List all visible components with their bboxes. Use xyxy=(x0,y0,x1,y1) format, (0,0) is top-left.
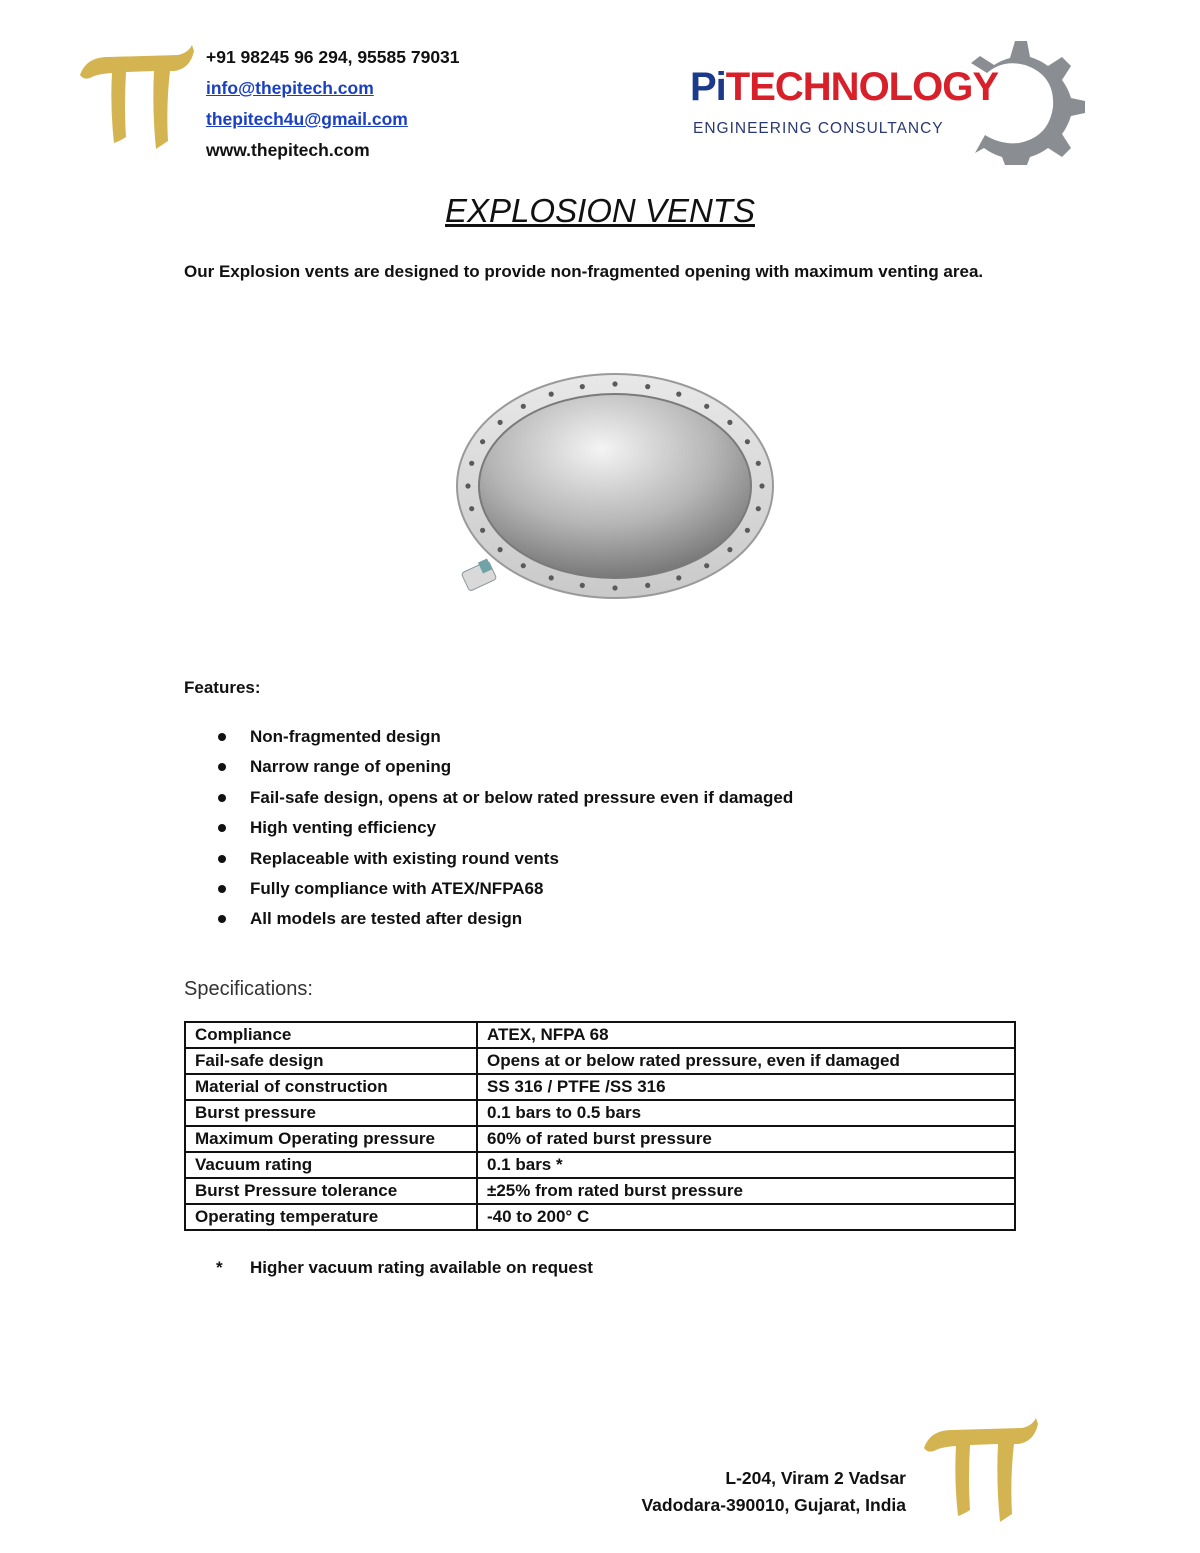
spec-value: 0.1 bars * xyxy=(477,1152,1015,1178)
bolt-hole xyxy=(645,384,650,389)
spec-key: Maximum Operating pressure xyxy=(185,1126,477,1152)
spec-value: ±25% from rated burst pressure xyxy=(477,1178,1015,1204)
bullet-icon xyxy=(218,763,226,771)
spec-value: Opens at or below rated pressure, even if damaged xyxy=(477,1048,1015,1074)
spec-value: -40 to 200° C xyxy=(477,1204,1015,1230)
address-line-1: L-204, Viram 2 Vadsar xyxy=(725,1468,906,1488)
bolt-hole xyxy=(469,506,474,511)
table-row xyxy=(185,1048,1015,1074)
bullet-icon xyxy=(218,855,226,863)
bolt-hole xyxy=(480,528,485,533)
spec-key: Fail-safe design xyxy=(185,1048,477,1074)
table-row xyxy=(185,1152,1015,1178)
bolt-hole xyxy=(521,404,526,409)
bolt-hole xyxy=(645,583,650,588)
list-item: Replaceable with existing round vents xyxy=(216,844,793,874)
intro-paragraph: Our Explosion vents are designed to provide non-fragmented opening with maximum venting area. xyxy=(184,262,984,281)
table-row xyxy=(185,1074,1015,1100)
explosion-vent-image xyxy=(450,368,780,608)
pi-technology-logo xyxy=(690,35,1085,165)
spec-value: 0.1 bars to 0.5 bars xyxy=(477,1100,1015,1126)
bullet-icon xyxy=(218,824,226,832)
table-row xyxy=(185,1204,1015,1230)
address-block xyxy=(560,1465,906,1519)
bolt-hole xyxy=(676,392,681,397)
bolt-hole xyxy=(469,461,474,466)
bolt-hole xyxy=(549,575,554,580)
bolt-hole xyxy=(580,583,585,588)
spec-key: Operating temperature xyxy=(185,1204,477,1230)
spec-value: 60% of rated burst pressure xyxy=(477,1126,1015,1152)
bolt-hole xyxy=(704,563,709,568)
page-title: EXPLOSION VENTS xyxy=(445,192,755,229)
bolt-hole xyxy=(498,420,503,425)
footnote-text: Higher vacuum rating available on request xyxy=(250,1258,593,1277)
address-line-2: Vadodara-390010, Gujarat, India xyxy=(641,1495,906,1515)
features-list xyxy=(216,722,793,935)
bolt-hole xyxy=(580,384,585,389)
spec-key: Material of construction xyxy=(185,1074,477,1100)
spec-value: ATEX, NFPA 68 xyxy=(477,1022,1015,1048)
list-item: High venting efficiency xyxy=(216,813,793,843)
features-label: Features: xyxy=(184,678,261,697)
spec-value: SS 316 / PTFE /SS 316 xyxy=(477,1074,1015,1100)
bullet-icon xyxy=(218,885,226,893)
bolt-hole xyxy=(756,506,761,511)
spec-key: Burst pressure xyxy=(185,1100,477,1126)
contact-block xyxy=(206,42,460,166)
table-row xyxy=(185,1126,1015,1152)
list-item: All models are tested after design xyxy=(216,904,793,934)
bolt-hole xyxy=(498,547,503,552)
table-row xyxy=(185,1022,1015,1048)
list-item: Narrow range of opening xyxy=(216,752,793,782)
footnote xyxy=(216,1258,593,1278)
bolt-hole xyxy=(745,528,750,533)
email-link-gmail[interactable]: thepitech4u@gmail.com xyxy=(206,109,408,129)
bolt-hole xyxy=(704,404,709,409)
specifications-heading: Specifications: xyxy=(184,978,313,1000)
bolt-hole xyxy=(759,483,764,488)
spec-key: Vacuum rating xyxy=(185,1152,477,1178)
bolt-hole xyxy=(756,461,761,466)
bolt-hole xyxy=(465,483,470,488)
phone-numbers: +91 98245 96 294, 95585 79031 xyxy=(206,47,460,67)
email-link-info[interactable]: info@thepitech.com xyxy=(206,78,374,98)
bolt-hole xyxy=(521,563,526,568)
bolt-hole xyxy=(480,439,485,444)
bolt-hole xyxy=(676,575,681,580)
bolt-hole xyxy=(612,381,617,386)
brand-subtitle: ENGINEERING CONSULTANCY xyxy=(693,120,944,137)
bolt-hole xyxy=(612,585,617,590)
bullet-icon xyxy=(218,733,226,741)
spec-key: Burst Pressure tolerance xyxy=(185,1178,477,1204)
bolt-hole xyxy=(727,547,732,552)
list-item: Non-fragmented design xyxy=(216,722,793,752)
specifications-table xyxy=(184,1021,1016,1231)
bullet-icon xyxy=(218,915,226,923)
list-item: Fail-safe design, opens at or below rated pressure even if damaged xyxy=(216,783,793,813)
table-row xyxy=(185,1100,1015,1126)
pi-logo xyxy=(78,45,194,149)
table-row xyxy=(185,1178,1015,1204)
bolt-hole xyxy=(549,392,554,397)
bolt-hole xyxy=(745,439,750,444)
footnote-marker: * xyxy=(216,1258,223,1277)
pi-logo-footer xyxy=(922,1418,1038,1522)
list-item: Fully compliance with ATEX/NFPA68 xyxy=(216,874,793,904)
website-text: www.thepitech.com xyxy=(206,140,370,160)
brand-title: PiTECHNOLOGY xyxy=(690,65,999,109)
bolt-hole xyxy=(727,420,732,425)
bullet-icon xyxy=(218,794,226,802)
spec-key: Compliance xyxy=(185,1022,477,1048)
